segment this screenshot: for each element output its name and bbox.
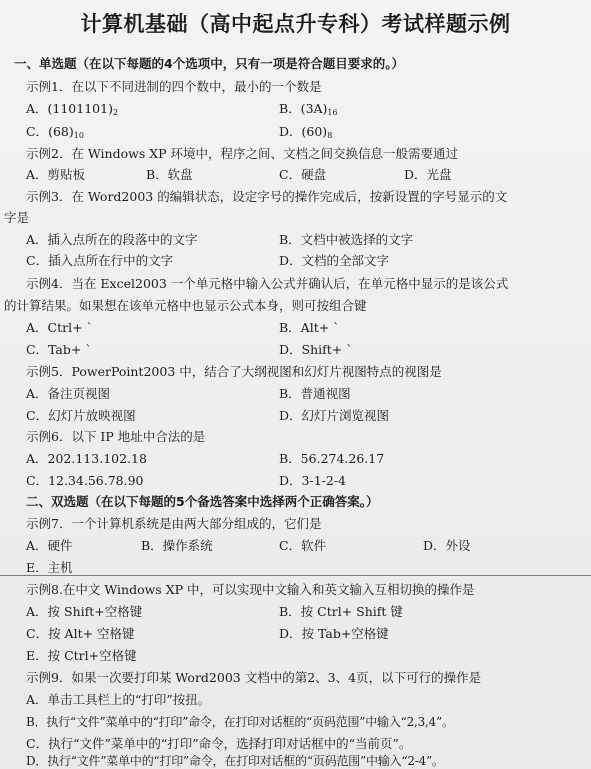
question-8-option-b: B．按 Ctrl+ Shift 键 (279, 604, 403, 619)
question-8-option-c: C．按 Alt+ 空格键 (26, 626, 135, 641)
question-6-stem: 示例6．以下 IP 地址中合法的是 (26, 429, 206, 444)
divider-line (0, 575, 591, 576)
question-6-option-b: B．56.274.26.17 (279, 451, 385, 466)
question-6-option-d: D．3-1-2-4 (279, 473, 347, 488)
question-5-option-a: A．备注页视图 (26, 386, 111, 401)
section-heading-double-choice: 二、双选题（在以下每题的5个备选答案中选择两个正确答案。） (26, 494, 379, 509)
question-8-stem: 示例8.在中文 Windows XP 中，可以实现中文输入和英文输入互相切换的操作是 (26, 582, 475, 597)
question-5-stem: 示例5．PowerPoint2003 中，结合了大纲视图和幻灯片视图特点的视图是 (26, 364, 442, 379)
question-1-option-c: C．$(68)_{10}$ (26, 124, 84, 140)
question-2-option-c: C．硬盘 (279, 167, 327, 182)
question-9-option-d: D．执行“文件”菜单中的“打印”命令，在打印对话框的“页码范围”中输入“2-4”。 (26, 754, 444, 768)
question-4-option-d: D．Shift+ ` (279, 342, 353, 357)
question-9-option-b: B．执行“文件”菜单中的“打印”命令，在打印对话框的“页码范围”中输入“2,3,4”。 (26, 715, 454, 729)
question-1-option-a: A．$(1101101)_2$ (26, 101, 119, 117)
question-7-option-c: C．软件 (279, 538, 327, 553)
question-3-option-c: C．插入点所在行中的文字 (26, 253, 174, 268)
question-7-option-d: D．外设 (423, 538, 471, 553)
question-9-stem: 示例9．如果一次要打印某 Word2003 文档中的第2、3、4页，以下可行的操作是 (26, 670, 482, 685)
question-3-option-d: D．文档的全部文字 (279, 253, 390, 268)
section-heading-single-choice: 一、单选题（在以下每题的4个选项中，只有一项是符合题目要求的。） (14, 56, 404, 71)
question-6-option-c: C．12.34.56.78.90 (26, 473, 144, 488)
question-5-option-d: D．幻灯片浏览视图 (279, 408, 390, 423)
question-8-option-e: E．按 Ctrl+空格键 (26, 648, 137, 663)
question-9-option-a: A．单击工具栏上的“打印”按扭。 (26, 692, 211, 707)
question-3-option-b: B．文档中被选择的文字 (279, 232, 414, 247)
question-7-option-a: A．硬件 (26, 538, 73, 553)
question-3-option-a: A．插入点所在的段落中的文字 (26, 232, 198, 247)
question-3-stem-line-2: 字是 (4, 210, 30, 225)
question-5-option-c: C．幻灯片放映视图 (26, 408, 136, 423)
question-8-option-a: A．按 Shift+空格键 (26, 604, 143, 619)
question-6-option-a: A．202.113.102.18 (26, 451, 147, 466)
question-1-stem: 示例1．在以下不同进制的四个数中，最小的一个数是 (26, 79, 322, 94)
question-4-option-a: A．Ctrl+ ` (26, 320, 93, 335)
question-7-option-b: B．操作系统 (141, 538, 213, 553)
question-4-option-b: B．Alt+ ` (279, 320, 340, 335)
question-2-stem: 示例2．在 Windows XP 环境中，程序之间、文档之间交换信息一般需要通过 (26, 146, 459, 161)
page-title: 计算机基础（高中起点升专科）考试样题示例 (80, 12, 511, 36)
question-7-option-e: E．主机 (26, 560, 73, 575)
question-4-stem-line-1: 示例4．当在 Excel2003 一个单元格中输入公式并确认后，在单元格中显示的是该公式 (26, 276, 509, 291)
question-7-stem: 示例7．一个计算机系统是由两大部分组成的，它们是 (26, 516, 322, 531)
question-1-option-b: B．$(3A)_{16}$ (279, 101, 338, 117)
question-2-option-a: A．剪贴板 (26, 167, 86, 182)
question-4-stem-line-2: 的计算结果。如果想在该单元格中也显示公式本身，则可按组合键 (4, 298, 367, 313)
question-4-option-c: C．Tab+ ` (26, 342, 92, 357)
question-9-option-c: C．执行“文件”菜单中的“打印”命令，选择打印对话框中的“当前页”。 (26, 736, 412, 751)
question-2-option-d: D．光盘 (404, 167, 452, 182)
question-1-option-d: D．$(60)_8$ (279, 124, 333, 140)
question-3-stem-line-1: 示例3．在 Word2003 的编辑状态，设定字号的操作完成后，按新设置的字号显示的文 (26, 189, 508, 204)
question-8-option-d: D．按 Tab+空格键 (279, 626, 389, 641)
question-2-option-b: B．软盘 (146, 167, 193, 182)
question-5-option-b: B．普通视图 (279, 386, 351, 401)
